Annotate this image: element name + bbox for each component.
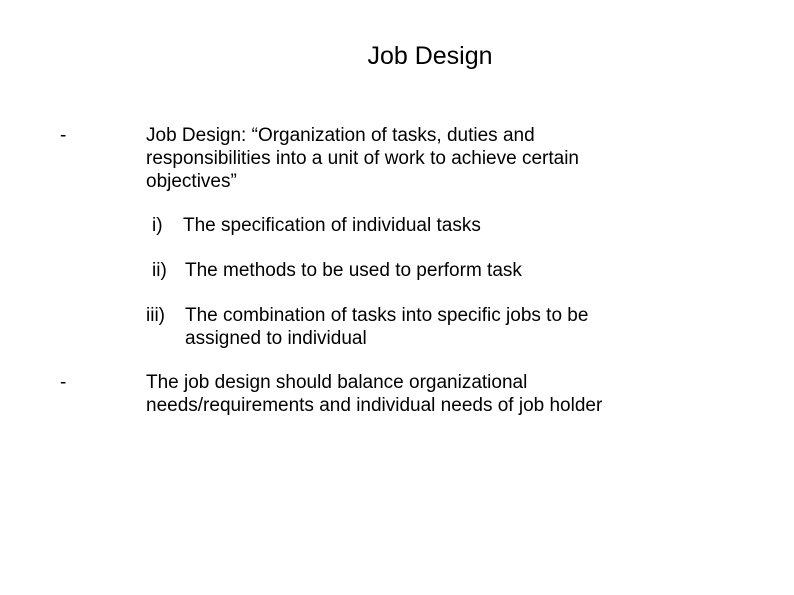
subitem-continuation: assigned to individual (185, 328, 367, 349)
bullet-marker: - (60, 125, 67, 146)
subitem-label: ii) (152, 260, 167, 281)
text-line: Job Design: “Organization of tasks, duties and (146, 125, 535, 146)
bullet-marker: - (60, 372, 67, 393)
subitem-text: The methods to be used to perform task (185, 260, 522, 281)
text-line: The job design should balance organizational (146, 372, 528, 393)
subitem-i (152, 214, 481, 237)
text-line: responsibilities into a unit of work to achieve certain (146, 148, 580, 169)
subitem-text: The specification of individual tasks (183, 215, 481, 236)
bullet-balance (146, 371, 602, 417)
subitem-text: The combination of tasks into specific jobs to be (185, 305, 589, 326)
subitem-label: iii) (146, 305, 165, 326)
text-line: objectives” (146, 171, 237, 192)
slide-title: Job Design (367, 42, 493, 70)
subitem-label: i) (152, 215, 163, 236)
bullet-definition (146, 124, 579, 193)
subitem-iii (146, 304, 588, 350)
text-line: needs/requirements and individual needs of job holder (146, 395, 603, 416)
subitem-ii (152, 259, 522, 282)
